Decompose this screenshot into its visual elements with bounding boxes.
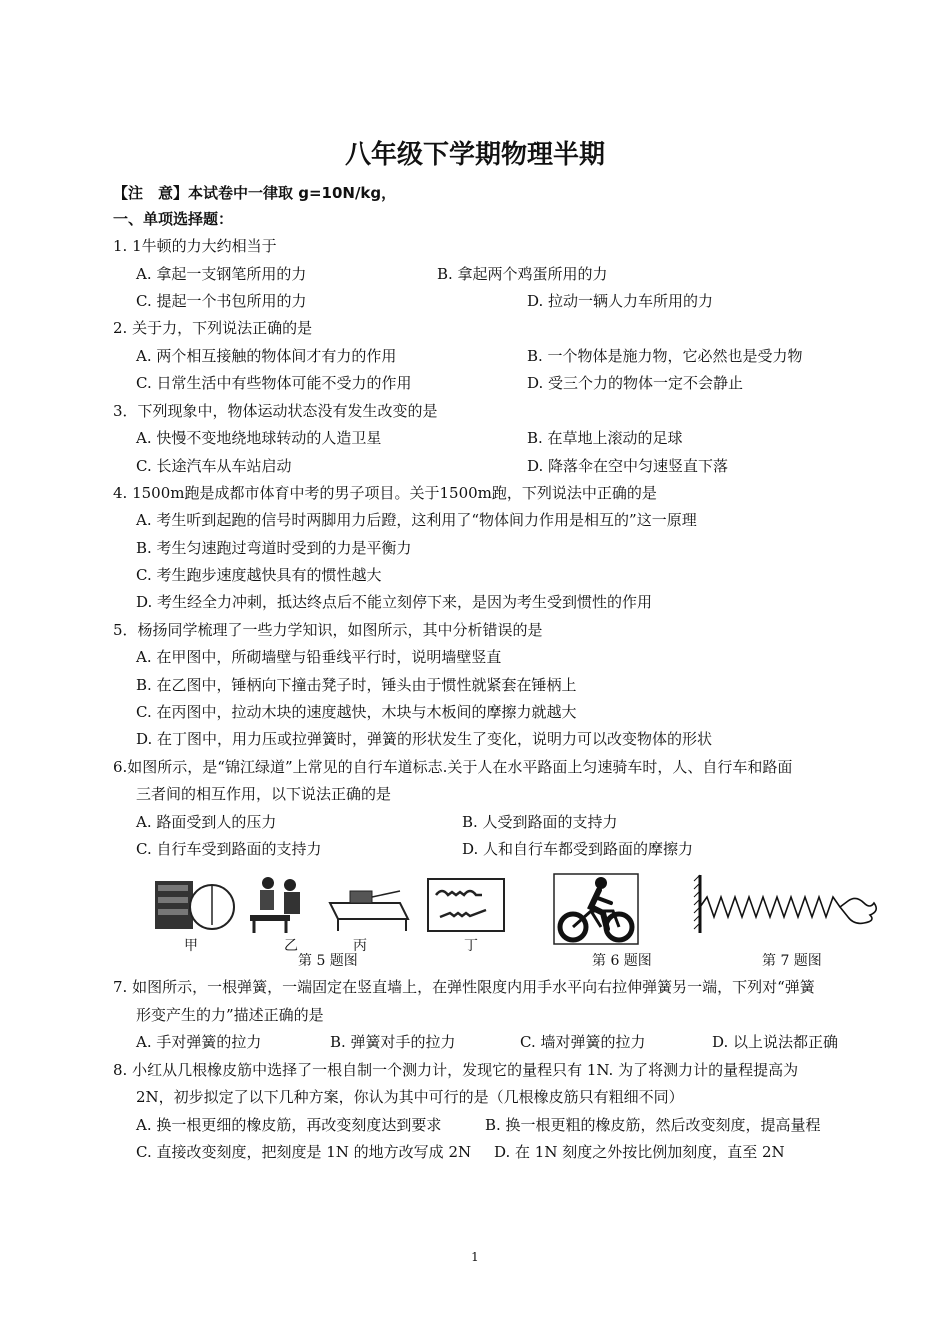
option: A. 两个相互接触的物体间才有力的作用 (136, 347, 397, 365)
figure-5-ding-springs (426, 877, 506, 935)
option: A. 在甲图中，所砌墙壁与铅垂线平行时，说明墙壁竖直 (136, 648, 502, 666)
figure-label-ding: 丁 (464, 938, 478, 954)
option: C. 直接改变刻度，把刻度是 1N 的地方改写成 2N (136, 1143, 472, 1161)
option: C. 考生跑步速度越快具有的惯性越大 (136, 566, 382, 584)
page-number: 1 (471, 1250, 479, 1264)
option: D. 人和自行车都受到路面的摩擦力 (462, 840, 694, 858)
option: A. 拿起一支钢笔所用的力 (136, 265, 307, 283)
option: B. 弹簧对手的拉力 (330, 1033, 456, 1051)
option: D. 以上说法都正确 (712, 1033, 839, 1051)
option: D. 考生经全力冲刺，抵达终点后不能立刻停下来，是因为考生受到惯性的作用 (136, 593, 653, 611)
option: C. 自行车受到路面的支持力 (136, 840, 322, 858)
question-stem: 7. 如图所示，一根弹簧，一端固定在竖直墙上，在弹性限度内用手水平向右拉伸弹簧另一端，下列对“弹簧 (113, 978, 815, 996)
option: A. 手对弹簧的拉力 (136, 1033, 262, 1051)
figure-label-jia: 甲 (184, 938, 198, 954)
section-heading: 一、单项选择题： (113, 210, 234, 228)
question-stem: 3．下列现象中，物体运动状态没有发生改变的是 (113, 402, 438, 420)
option: A. 快慢不变地绕地球转动的人造卫星 (136, 429, 382, 447)
question-stem: 4. 1500m跑是成都市体育中考的男子项目。关于1500m跑，下列说法中正确的是 (113, 484, 657, 502)
option: B. 在草地上滚动的足球 (527, 429, 683, 447)
page-title: 八年级下学期物理半期 (344, 140, 605, 170)
option: C. 墙对弹簧的拉力 (520, 1033, 646, 1051)
figure-7-caption: 第 7 题图 (762, 953, 822, 969)
spring-wall-illustration (690, 873, 885, 943)
question-stem-continued: 形变产生的力”描述正确的是 (136, 1006, 324, 1024)
option: B. 拿起两个鸡蛋所用的力 (437, 265, 608, 283)
option: B. 换一根更粗的橡皮筋，然后改变刻度，提高量程 (485, 1116, 821, 1134)
question-stem: 8. 小红从几根橡皮筋中选择了一根自制一个测力计，发现它的量程只有 1N. 为了将测力计的量程提高为 (113, 1061, 799, 1079)
question-stem: 2. 关于力，下列说法正确的是 (113, 319, 313, 337)
option: D. 在丁图中，用力压或拉弹簧时，弹簧的形状发生了变化，说明力可以改变物体的形状 (136, 730, 713, 748)
option: B. 一个物体是施力物，它必然也是受力物 (527, 347, 803, 365)
option: C. 日常生活中有些物体可能不受力的作用 (136, 374, 412, 392)
question-stem: 1. 1牛顿的力大约相当于 (113, 237, 277, 255)
figure-label-bing: 丙 (353, 938, 367, 954)
option: D. 在 1N 刻度之外按比例加刻度，直至 2N (494, 1143, 785, 1161)
option: B. 人受到路面的支持力 (462, 813, 618, 831)
option: A. 路面受到人的压力 (136, 813, 277, 831)
figure-5-caption: 第 5 题图 (298, 953, 358, 969)
option: C. 在丙图中，拉动木块的速度越快，木块与木板间的摩擦力就越大 (136, 703, 577, 721)
figure-label-yi: 乙 (284, 938, 298, 954)
option: B. 考生匀速跑过弯道时受到的力是平衡力 (136, 539, 412, 557)
option: B. 在乙图中，锤柄向下撞击凳子时，锤头由于惯性就紧套在锤柄上 (136, 676, 577, 694)
bicycle-sign-icon (553, 873, 639, 945)
question-stem: 6.如图所示，是“锦江绿道”上常见的自行车道标志.关于人在水平路面上匀速骑车时，人、自行车和路面 (113, 758, 793, 776)
question-stem: 5．杨扬同学梳理了一些力学知识，如图所示，其中分析错误的是 (113, 621, 543, 639)
figure-6-caption: 第 6 题图 (592, 953, 652, 969)
option: D. 受三个力的物体一定不会静止 (527, 374, 744, 392)
option: A. 考生听到起跑的信号时两脚用力后蹬，这利用了“物体间力作用是相互的”这一原理 (136, 511, 697, 529)
option: D. 降落伞在空中匀速竖直下落 (527, 457, 729, 475)
question-stem-continued: 三者间的相互作用，以下说法正确的是 (136, 785, 392, 803)
option: A. 换一根更细的橡皮筋，再改变刻度达到要求 (136, 1116, 442, 1134)
question-stem-continued: 2N，初步拟定了以下几种方案，你认为其中可行的是（几根橡皮筋只有粗细不同） (136, 1088, 684, 1106)
option: C. 提起一个书包所用的力 (136, 292, 307, 310)
exam-note: 【注 意】本试卷中一律取 g=10N/kg， (113, 184, 397, 202)
option: C. 长途汽车从车站启动 (136, 457, 292, 475)
option: D. 拉动一辆人力车所用的力 (527, 292, 714, 310)
